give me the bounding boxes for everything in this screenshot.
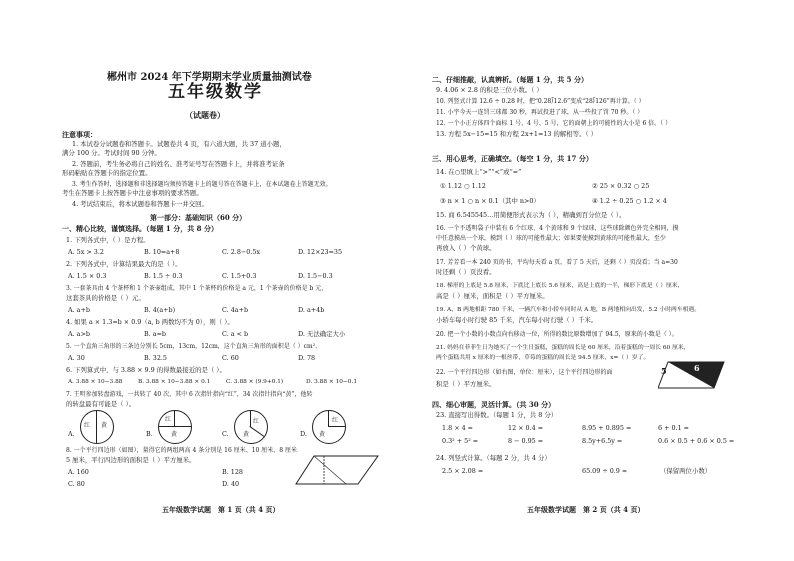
option: D. a+4b bbox=[298, 306, 325, 314]
option: A. a>b bbox=[68, 330, 90, 338]
calc-item: 8.95 + 0.895 = bbox=[582, 424, 632, 432]
question-1: 1. 下列各式中，（ ）是方程。 bbox=[66, 236, 150, 244]
paper-type: （试题卷） bbox=[185, 110, 225, 120]
page-footer-right: 五年级数学试题 第 2 页（共 4 页） bbox=[527, 505, 645, 514]
option: A. 30 bbox=[68, 354, 85, 362]
question-24: 24. 列竖式计算。（每题 2 分，共 4 分） bbox=[436, 454, 551, 462]
spinner-c bbox=[234, 410, 268, 444]
notes-title: 注意事项： bbox=[62, 130, 97, 139]
question-19: 19. A、B 两地相距 780 千米，一辆汽车和小轿车同时从 A 地，B 两地相向出发，5.2 小时两车相遇。 bbox=[436, 307, 701, 313]
section2-title: 二、仔细推敲，认真辨析。（每题 1 分，共 5 分） bbox=[432, 75, 588, 84]
question-6: 6. 下列算式中，与 3.88 × 9.9 的得数最接近的是（ ）。 bbox=[66, 366, 226, 374]
spinner-d bbox=[312, 410, 346, 444]
calc-item: 12 × 0.4 = bbox=[508, 424, 544, 432]
spinner-label-yellow: 黄 bbox=[171, 431, 178, 438]
question-15: 15. 商 6.545545…用简便形式表示为（ ），精确到百分位是（ ）。 bbox=[436, 211, 626, 219]
option: B. 10=a+8 bbox=[144, 248, 180, 256]
parallelogram-figure bbox=[294, 452, 380, 488]
option: C. 4a+b bbox=[222, 306, 249, 314]
question-2: 2. 下列各式中，计算结果最大的是（ ）。 bbox=[66, 260, 182, 268]
option: C. 60 bbox=[222, 354, 239, 362]
spinner-label-yellow: 黄 bbox=[101, 422, 108, 429]
option-label: D. bbox=[300, 430, 307, 438]
spinner-label-yellow: 黄 bbox=[243, 431, 250, 438]
figure-label-b: 6 bbox=[694, 363, 700, 373]
subject-title: 五年级数学 bbox=[168, 82, 263, 102]
question-3-cont: 这套茶具的价格是（ ）元。 bbox=[66, 294, 145, 302]
option: A. 160 bbox=[68, 468, 89, 476]
note-line: 4. 考试结束后，将本试题卷和答题卡一并交回。 bbox=[72, 200, 208, 208]
question-14: 14. 在○里填上“>”“<”或“=” bbox=[436, 168, 522, 176]
option: A. a+b bbox=[68, 306, 90, 314]
option: D. 78 bbox=[298, 354, 316, 362]
option: A. 3.88 × 10−3.88 bbox=[68, 379, 123, 385]
question-8-cont: 5 厘米，平行四边形的面积是（ ）平方厘米。 bbox=[66, 456, 196, 464]
calc-item: 0.6 × 0.5 + 0.6 × 0.5 = bbox=[658, 437, 735, 445]
question-4: 4. 如果 a × 1.3=b × 0.9（a, b 两数均不为 0），则（ ）。 bbox=[66, 318, 234, 326]
question-7-cont: 的转盘最有可能是（ ）。 bbox=[66, 400, 136, 408]
calc-item: 0.3² + 5² = bbox=[442, 437, 479, 445]
spinner-label-yellow: 黄 bbox=[319, 431, 326, 438]
compare-item: ① 1.12 ○ 1.12 bbox=[440, 182, 486, 190]
question-23: 23. 直接写出得数。（每题 1 分，共 8 分） bbox=[436, 411, 558, 419]
compare-item: ② 25 × 0.32 ○ 25 bbox=[592, 182, 650, 190]
note-line: 3. 考生作答时，选择题和非选择题均须按答题卡上的题号答在答题卡上，在本试题卷上答题无效。 bbox=[72, 181, 332, 188]
question-3: 3. 一套茶具由 4 个茶杯和 1 个茶壶组成，其中 1 个茶杯的价格是 a 元，1 个茶壶的价格是 b 元， bbox=[66, 285, 328, 292]
question-16-cont: 中任意摸出一个球，摸到（ ）球的可能性最大；如果要使摸到黄球的可能性最大，至少 bbox=[436, 235, 666, 242]
option: D. 无法确定大小 bbox=[298, 330, 346, 338]
note-line: 满分 100 分。考试时间 90 分钟。 bbox=[62, 149, 161, 157]
question-5: 5. 一个直角三角形的三条边分别长 5cm，13cm，12cm，这个直角三角形的面积是（ ）cm². bbox=[66, 343, 318, 350]
spinner-label-red: 红 bbox=[165, 416, 172, 423]
question-8: 8. 一个平行四边形（如图），量得它的两组两高 4 条分别是 16 厘米、10 厘米、8 厘米 bbox=[66, 447, 297, 454]
calc-item: 1.8 × 4 = bbox=[442, 424, 474, 432]
option: D. 1.5−0.3 bbox=[298, 272, 333, 280]
spinner-label-red: 红 bbox=[332, 417, 339, 424]
vertical-calc-item: 2.5 × 2.08 = bbox=[442, 467, 484, 475]
section1-title: 一、精心比较，谨慎选择。（每题 1 分，共 8 分） bbox=[62, 224, 218, 233]
question-19-cont: 小轿车每小时行驶 85 千米，汽车每小时行驶（ ）千米。 bbox=[436, 316, 598, 324]
spinner-label-red: 红 bbox=[253, 418, 260, 425]
option: C. 1.5+0.3 bbox=[222, 272, 257, 280]
figure-label-a: 5 bbox=[661, 366, 667, 376]
calc-item: 8.5y+6.5y = bbox=[582, 437, 623, 445]
calc-item: 6 + 0.1 = bbox=[658, 424, 690, 432]
option: B. 4(a+b) bbox=[144, 306, 176, 314]
option-label: C. bbox=[222, 430, 229, 438]
judge-item: 10. 列竖式计算 12.6 ÷ 0.28 时，把“0.28⟌12.6”变成“28⟌126”再计算。（ ） bbox=[436, 98, 645, 105]
option: B. 32.5 bbox=[144, 354, 167, 362]
question-21-cont: 两个蛋糕共用 x 厘米的一根丝带，草莓的蛋糕的周长是 94.5 厘米，x=（ ）岁了。 bbox=[436, 355, 650, 361]
option: A. 1.5 × 0.3 bbox=[68, 272, 107, 280]
question-17: 17. 芳芳看一本 240 页的书，平均每天看 a 页，看了 5 天后，还剩（ ）页没看；当 a=30 bbox=[436, 259, 678, 266]
option: B. 3.88 × 10−3.88 × 0.1 bbox=[138, 379, 211, 385]
option: B. 128 bbox=[222, 468, 243, 476]
judge-item: 13. 方程 5x−15=15 和方程 2x+1=13 的解相等。（ ） bbox=[436, 130, 598, 138]
rounding-note: （保留两位小数） bbox=[660, 467, 712, 475]
exam-title: 郴州市 2024 年下学期期末学业质量抽测试卷 bbox=[107, 72, 312, 83]
note-line: 考生在答题卡上按答题卡中注意事项的要求答题。 bbox=[62, 189, 203, 197]
question-7: 7. 王明参加转盘游戏，一共转了 40 次，其中 6 次指针指向“红”，34 次指针指向“黄”，他转 bbox=[66, 391, 313, 398]
vertical-calc-item: 65.09 ÷ 0.9 ≈ bbox=[582, 467, 628, 475]
judge-item: 11. 小宇今天一连罚三球都 30 秒，再试投进了球，从一些投了罚 70 秒。（ ） bbox=[436, 109, 644, 116]
parallelogram-shaded-figure bbox=[658, 360, 726, 390]
question-16: 16. 一个不透明袋子中装有 6 个红球、4 个黄球和 9 个绿球，这些球除颜色外完全相同，摸 bbox=[436, 225, 679, 232]
question-22-cont: 积是（ ）平方厘米。 bbox=[436, 380, 496, 388]
question-18: 18. 梯形的上底是 5.8 厘米，下底比上底长 5.6 厘米，高是上底的一半，梯形下底是（ ）厘米， bbox=[436, 283, 684, 289]
spinner-b bbox=[158, 410, 192, 444]
question-20: 20. 把一个小数的小数点向右移动一位，所得的数比原数增加了 94.5，原来的小数是（ ）。 bbox=[436, 331, 678, 338]
note-line: 形码粘贴在答题卡的指定位置。 bbox=[62, 169, 152, 177]
option: D. 3.88 × 10−0.1 bbox=[306, 379, 358, 385]
option-label: A. bbox=[68, 430, 75, 438]
option: B. a=b bbox=[144, 330, 167, 338]
question-18-cont: 高是（ ）厘米，面积是（ ）平方厘米。 bbox=[436, 292, 549, 300]
option: A. 5x > 3.2 bbox=[68, 248, 104, 256]
compare-item: ③ n × 1 ○ n × 0.1（其中 n>0） bbox=[440, 197, 540, 205]
question-16-cont: 再放入（ ）个黄球。 bbox=[436, 244, 496, 252]
option: C. a < b bbox=[222, 330, 249, 338]
part1-title: 第一部分：基础知识（60 分） bbox=[150, 213, 247, 222]
spinner-a bbox=[80, 410, 114, 444]
option: C. 3.88 × (9.9+0.1) bbox=[226, 379, 284, 385]
page-footer-left: 五年级数学试题 第 1 页（共 4 页） bbox=[162, 505, 280, 514]
option: B. 1.5 ÷ 0.3 bbox=[144, 272, 183, 280]
note-line: 1. 本试卷分试题卷和答题卡。试题卷共 4 页，有六道大题，共 37 道小题， bbox=[72, 140, 286, 148]
calc-item: 8 − 0.95 = bbox=[508, 437, 544, 445]
spinner-label-red: 红 bbox=[84, 422, 91, 429]
note-line: 2. 答题前，考生务必将自己的姓名、准考证号写在答题卡上，并将准考证条 bbox=[72, 160, 285, 168]
option: D. 12×23=35 bbox=[298, 248, 343, 256]
section3-title: 三、用心思考，正确填空。（每空 1 分，共 17 分） bbox=[432, 154, 593, 163]
question-21: 21. 妈妈在菲菲生日为她买了一个生日蛋糕，蛋糕的周长是 60 厘米，沿着蛋糕的一周长 60 厘米， bbox=[436, 345, 690, 351]
question-22: 22. 一个平行四边形（如右图，单位：厘米），这个平行四边形的面 bbox=[436, 369, 613, 376]
question-17-cont: 时还剩（ ）页没看。 bbox=[436, 268, 496, 276]
compare-item: ④ 1.2 ÷ 0.25 ○ 1.2 × 4 bbox=[592, 197, 667, 205]
option: C. 80 bbox=[68, 480, 85, 488]
option: C. 2.8−0.5x bbox=[222, 248, 261, 256]
option: D. 40 bbox=[222, 480, 240, 488]
judge-item: 9. 4.06 × 2.8 的积是三位小数。（ ） bbox=[436, 86, 543, 94]
section4-title: 四、细心审题，灵活计算。（共 30 分） bbox=[432, 400, 556, 409]
judge-item: 12. 一个小正方体四个面标 1 号、4 号、5 号，它的面朝上的可能性的大小是 6 倍。（ ） bbox=[436, 120, 672, 127]
option-label: B. bbox=[146, 430, 153, 438]
